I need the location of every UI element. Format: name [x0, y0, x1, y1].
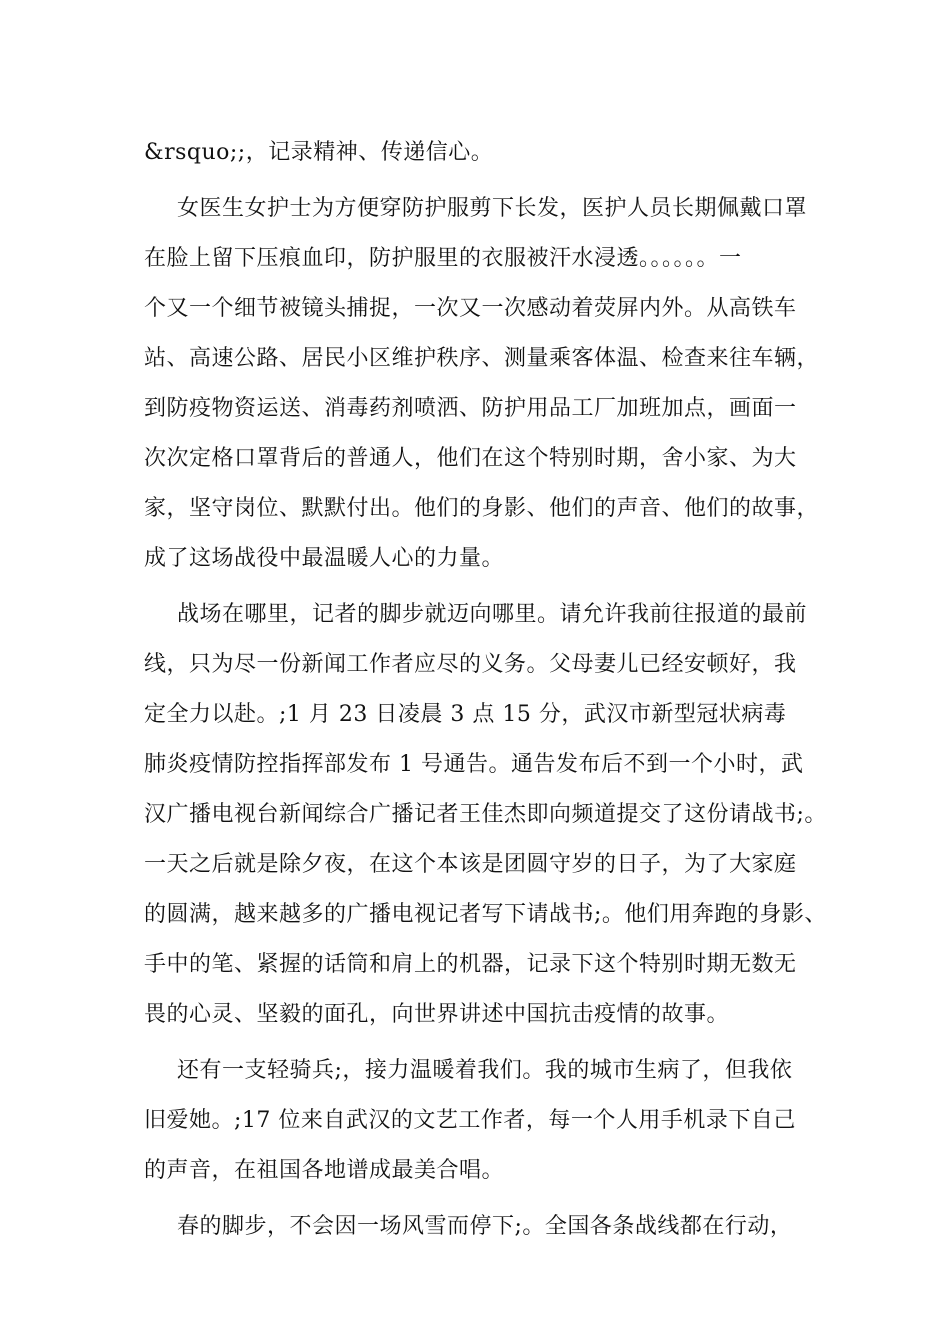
paragraph-line: 线，只为尽一份新闻工作者应尽的义务。父母妻儿已经安顿好，我 — [144, 652, 797, 677]
paragraph-line: 到防疫物资运送、消毒药剂喷洒、防护用品工厂加班加点，画面一 — [144, 396, 797, 421]
document-body — [144, 128, 827, 1252]
paragraph-line: 女医生女护士为方便穿防护服剪下长发，医护人员长期佩戴口罩 — [177, 196, 808, 221]
paragraph-line: 家，坚守岗位、默默付出。他们的身影、他们的声音、他们的故事， — [144, 496, 820, 521]
paragraph-line: 站、高速公路、居民小区维护秩序、测量乘客体温、检查来往车辆， — [144, 346, 820, 371]
paragraph-line: 旧爱她。;17 位来自武汉的文艺工作者，每一个人用手机录下自己 — [144, 1108, 796, 1133]
paragraph-line: 肺炎疫情防控指挥部发布 1 号通告。通告发布后不到一个小时，武 — [144, 752, 804, 777]
paragraph-line: 的声音，在祖国各地谱成最美合唱。 — [144, 1158, 505, 1183]
paragraph-line: 的圆满，越来越多的广播电视记者写下请战书;。他们用奔跑的身影、 — [144, 902, 827, 927]
paragraph-line: &rsquo;;，记录精神、传递信心。 — [144, 140, 494, 165]
paragraph-line: 春的脚步，不会因一场风雪而停下;。全国各条战线都在行动， — [177, 1214, 793, 1239]
paragraph-line: 定全力以赴。;1 月 23 日凌晨 3 点 15 分，武汉市新型冠状病毒 — [144, 702, 787, 727]
paragraph-line: 还有一支轻骑兵;，接力温暖着我们。我的城市生病了，但我依 — [177, 1058, 793, 1083]
paragraph-line: 次次定格口罩背后的普通人，他们在这个特别时期，舍小家、为大 — [144, 446, 797, 471]
paragraph-line: 汉广播电视台新闻综合广播记者王佳杰即向频道提交了这份请战书;。 — [144, 802, 827, 827]
paragraph-line: 一天之后就是除夕夜，在这个本该是团圆守岁的日子，为了大家庭 — [144, 852, 797, 877]
paragraph-line: 个又一个细节被镜头捕捉，一次又一次感动着荧屏内外。从高铁车 — [144, 296, 797, 321]
paragraph-line: 畏的心灵、坚毅的面孔，向世界讲述中国抗击疫情的故事。 — [144, 1002, 730, 1027]
paragraph-line: 成了这场战役中最温暖人心的力量。 — [144, 546, 505, 571]
paragraph-line: 在脸上留下压痕血印，防护服里的衣服被汗水浸透。。。。。。一 — [144, 246, 742, 271]
paragraph-line: 手中的笔、紧握的话筒和肩上的机器，记录下这个特别时期无数无 — [144, 952, 797, 977]
paragraph-line: 战场在哪里，记者的脚步就迈向哪里。请允许我前往报道的最前 — [177, 602, 808, 627]
